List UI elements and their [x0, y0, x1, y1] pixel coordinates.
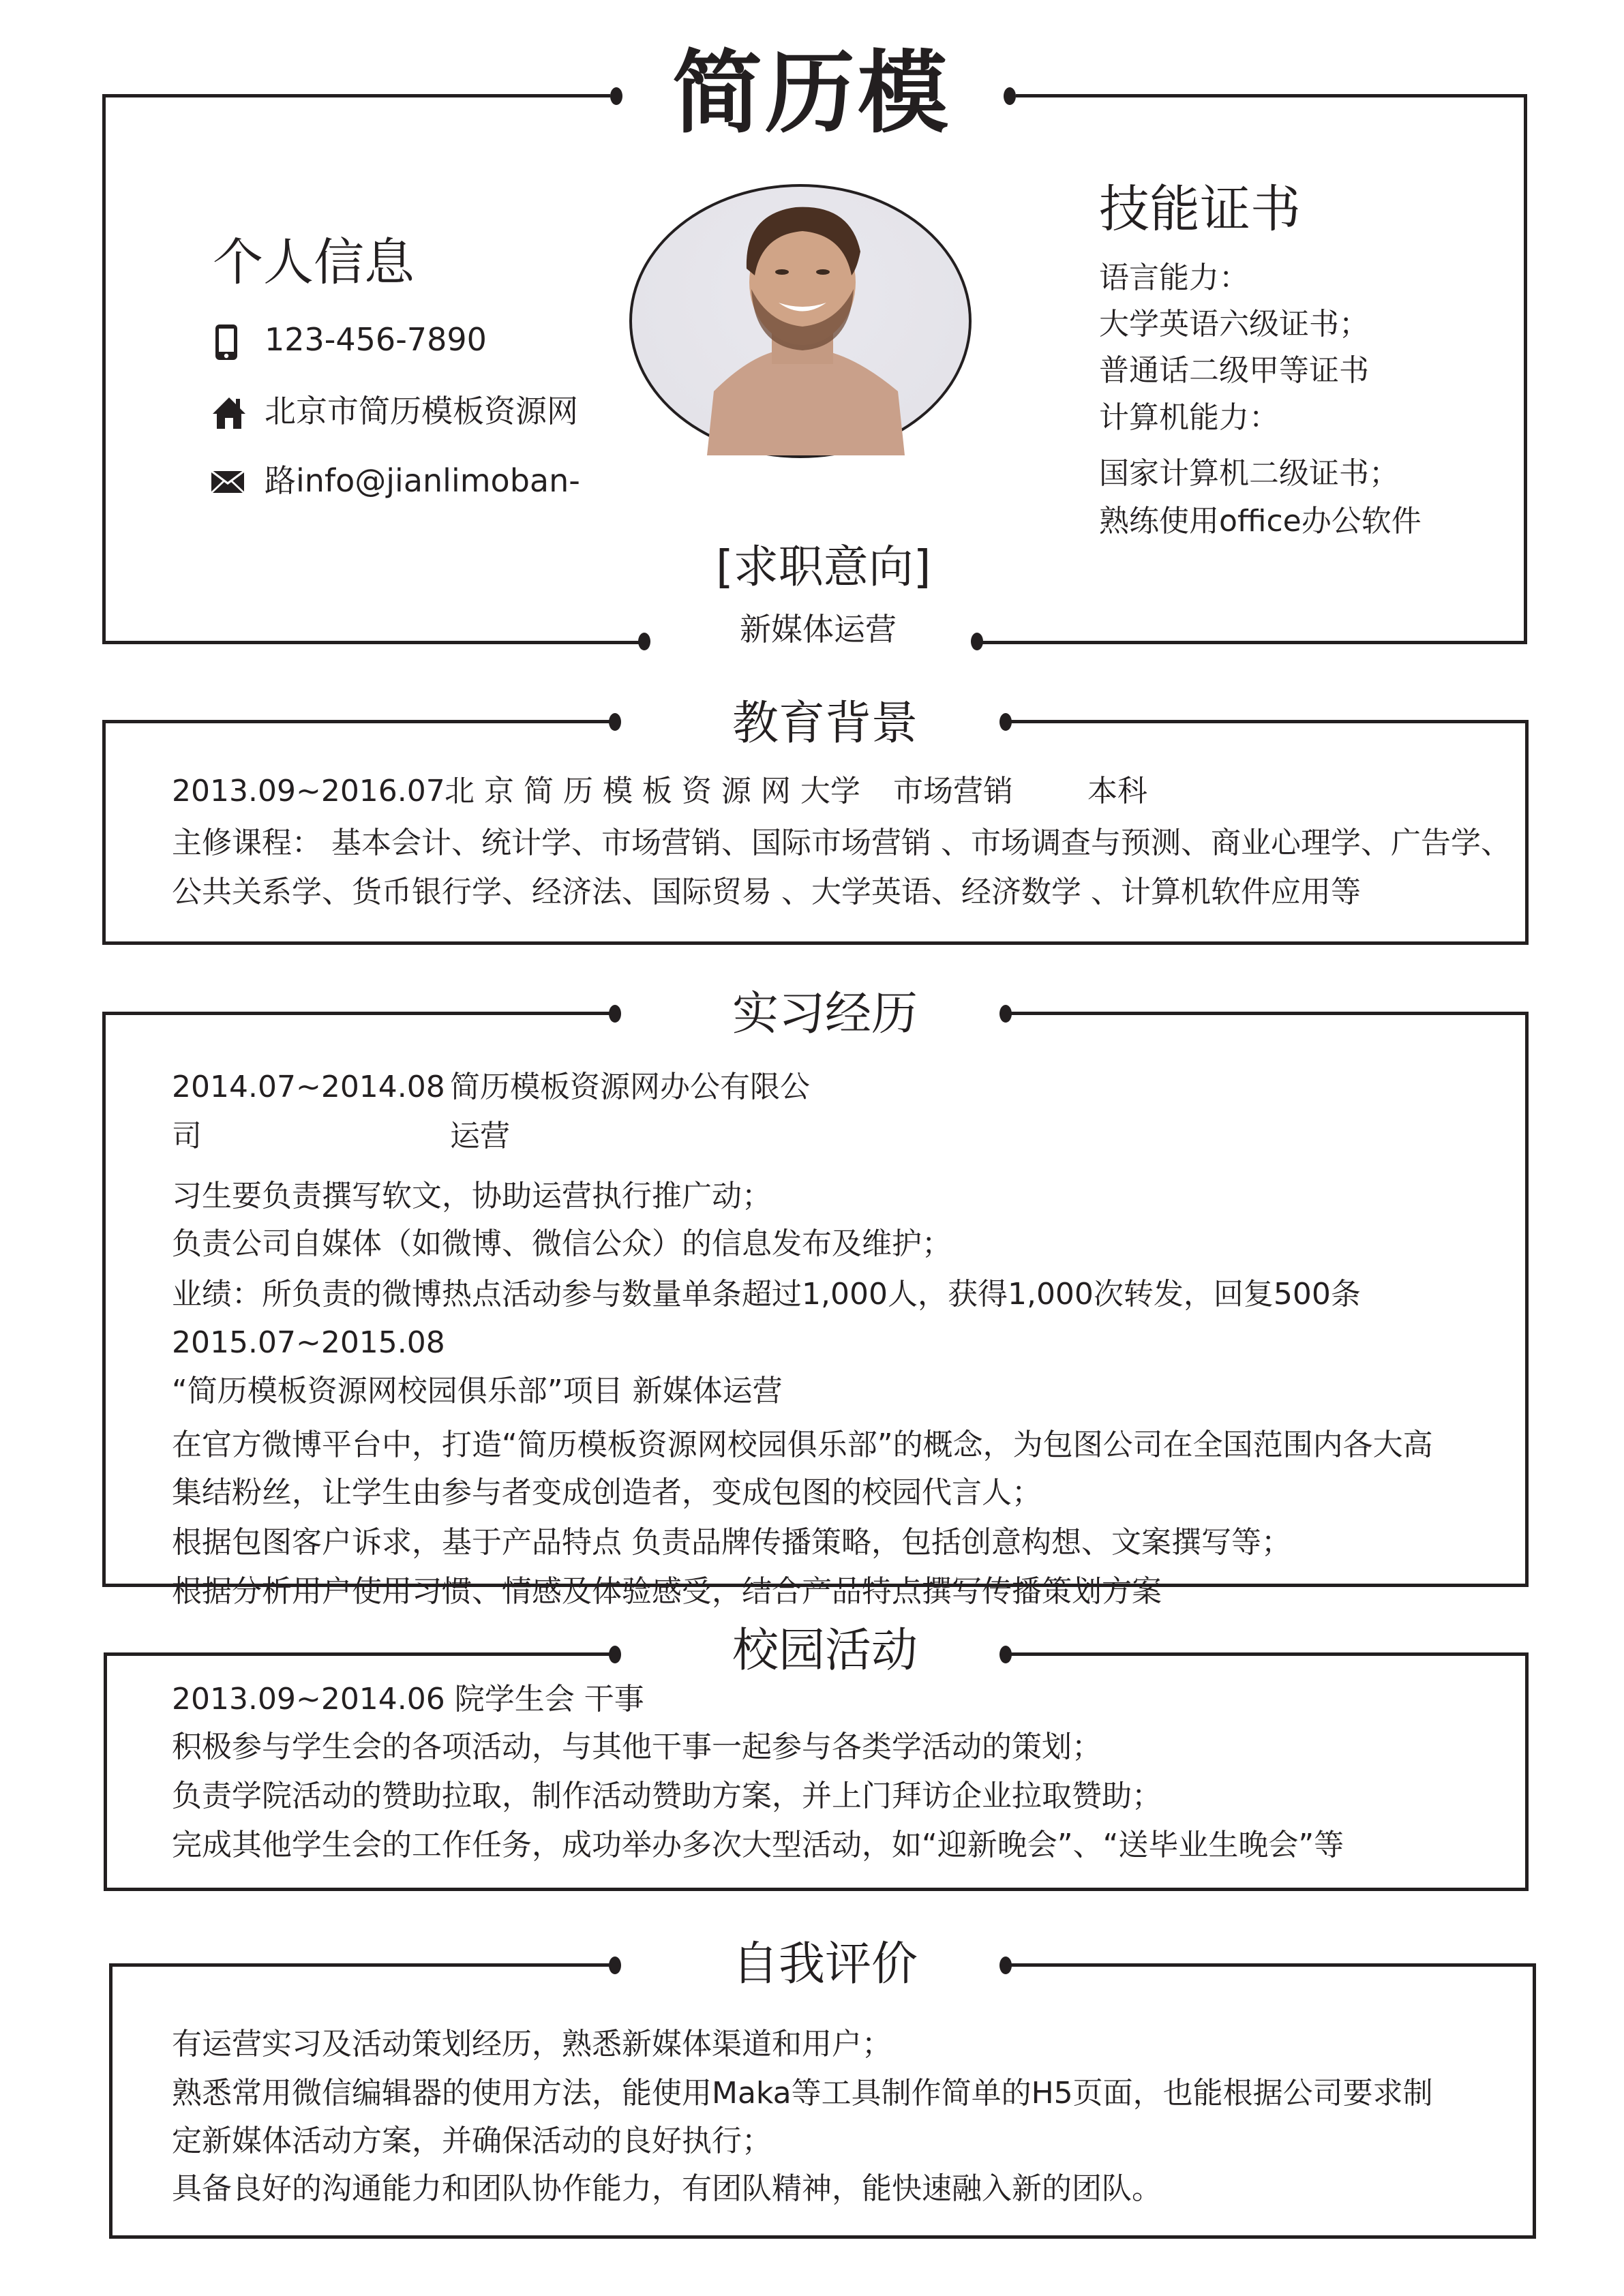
self-eval-line: 有运营实习及活动策划经历，熟悉新媒体渠道和用户； — [172, 2027, 892, 2061]
phone-row — [211, 319, 487, 360]
job-company-wrap: 司 — [172, 1119, 202, 1153]
job-role: 运营 — [450, 1119, 510, 1153]
skills-line: 普通话二级甲等证书 — [1099, 353, 1369, 388]
education-major: 市场营销 — [893, 774, 1013, 809]
internship-title: 实习经历 — [732, 987, 918, 1041]
education-period: 2013.09~2016.07 — [172, 774, 445, 809]
decor-dot — [999, 713, 1012, 731]
page-title: 简历模 — [672, 41, 950, 146]
skills-line: 国家计算机二级证书； — [1099, 456, 1399, 491]
self-eval-line: 具备良好的沟通能力和团队协作能力，有团队精神，能快速融入新的团队。 — [172, 2171, 1162, 2206]
campus-title: 校园活动 — [732, 1624, 918, 1678]
personal-info-heading: 个人信息 — [213, 233, 415, 292]
self-eval-line: 定新媒体活动方案，并确保活动的良好执行； — [172, 2124, 772, 2158]
decor-dot — [999, 1005, 1012, 1023]
job-period: 2015.07~2015.08 — [172, 1325, 445, 1360]
decor-dot — [971, 633, 983, 650]
decor-dot — [609, 1957, 621, 1974]
decor-dot — [609, 1005, 621, 1023]
decor-dot — [638, 633, 650, 650]
skills-line: 计算机能力： — [1099, 400, 1279, 435]
job-company: 简历模板资源网办公有限公 — [450, 1070, 810, 1104]
decor-dot — [1004, 87, 1016, 105]
email-row — [211, 460, 580, 501]
campus-line: 积极参与学生会的各项活动，与其他干事一起参与各类学活动的策划； — [172, 1729, 1102, 1764]
job-project: “简历模板资源网校园俱乐部”项目 新媒体运营 — [172, 1374, 783, 1408]
job-duty: 在官方微博平台中，打造“简历模板资源网校园俱乐部”的概念，为包图公司在全国范围内各大高 — [172, 1428, 1433, 1462]
mail-icon — [211, 464, 244, 497]
home-icon — [211, 395, 244, 427]
decor-dot — [609, 1646, 621, 1663]
phone-value: 123-456-7890 — [265, 321, 487, 358]
skills-heading: 技能证书 — [1099, 180, 1301, 239]
decor-dot — [999, 1957, 1012, 1974]
job-duty: 习生要负责撰写软文，协助运营执行推广动； — [172, 1179, 772, 1213]
avatar — [629, 184, 972, 458]
education-degree: 本科 — [1087, 774, 1147, 809]
job-duty: 集结粉丝，让学生由参与者变成创造者，变成包图的校园代言人； — [172, 1475, 1042, 1510]
decor-dot — [610, 87, 622, 105]
campus-line: 完成其他学生会的工作任务，成功举办多次大型活动，如“迎新晚会”、“送毕业生晚会”等 — [172, 1828, 1344, 1862]
education-courses: 公共关系学、货币银行学、经济法、国际贸易 、大学英语、经济数学 、计算机软件应用等 — [172, 875, 1361, 909]
job-period: 2014.07~2014.08 — [172, 1070, 445, 1104]
education-school: 北 京 简 历 模 板 资 源 网 大学 — [445, 774, 860, 809]
skills-line: 大学英语六级证书； — [1099, 307, 1369, 342]
self-eval-line: 熟悉常用微信编辑器的使用方法，能使用Maka等工具制作简单的H5页面，也能根据公司要求制 — [172, 2076, 1433, 2111]
skills-line: 熟练使用office办公软件 — [1099, 504, 1422, 539]
address-row — [211, 391, 578, 432]
campus-line: 负责学院活动的赞助拉取，制作活动赞助方案，并上门拜访企业拉取赞助； — [172, 1779, 1162, 1813]
skills-line: 语言能力： — [1099, 260, 1249, 295]
self-eval-title: 自我评价 — [732, 1937, 918, 1991]
education-title: 教育背景 — [732, 697, 918, 751]
phone-icon — [211, 323, 244, 356]
address-value: 北京市简历模板资源网 — [265, 393, 578, 429]
campus-header: 2013.09~2014.06 院学生会 干事 — [172, 1682, 644, 1717]
job-duty: 负责公司自媒体（如微博、微信公众）的信息发布及维护； — [172, 1226, 952, 1261]
objective-value: 新媒体运营 — [740, 611, 897, 648]
objective-heading: [求职意向] — [716, 541, 931, 593]
job-duty: 业绩：所负责的微博热点活动参与数量单条超过1,000人，获得1,000次转发，回复500条 — [172, 1277, 1361, 1312]
job-duty-clipped: 根据分析用户使用习惯、情感及体验感受，结合产品特点撰写传播策划方案 — [172, 1574, 1162, 1609]
education-courses: 主修课程： 基本会计、统计学、市场营销、国际市场营销 、市场调查与预测、商业心理学、广告学、 — [172, 826, 1511, 860]
decor-dot — [999, 1646, 1012, 1663]
decor-dot — [609, 713, 621, 731]
email-value: 路info@jianlimoban- — [265, 462, 580, 499]
job-duty: 根据包图客户诉求，基于产品特点 负责品牌传播策略，包括创意构想、文案撰写等； — [172, 1525, 1291, 1560]
